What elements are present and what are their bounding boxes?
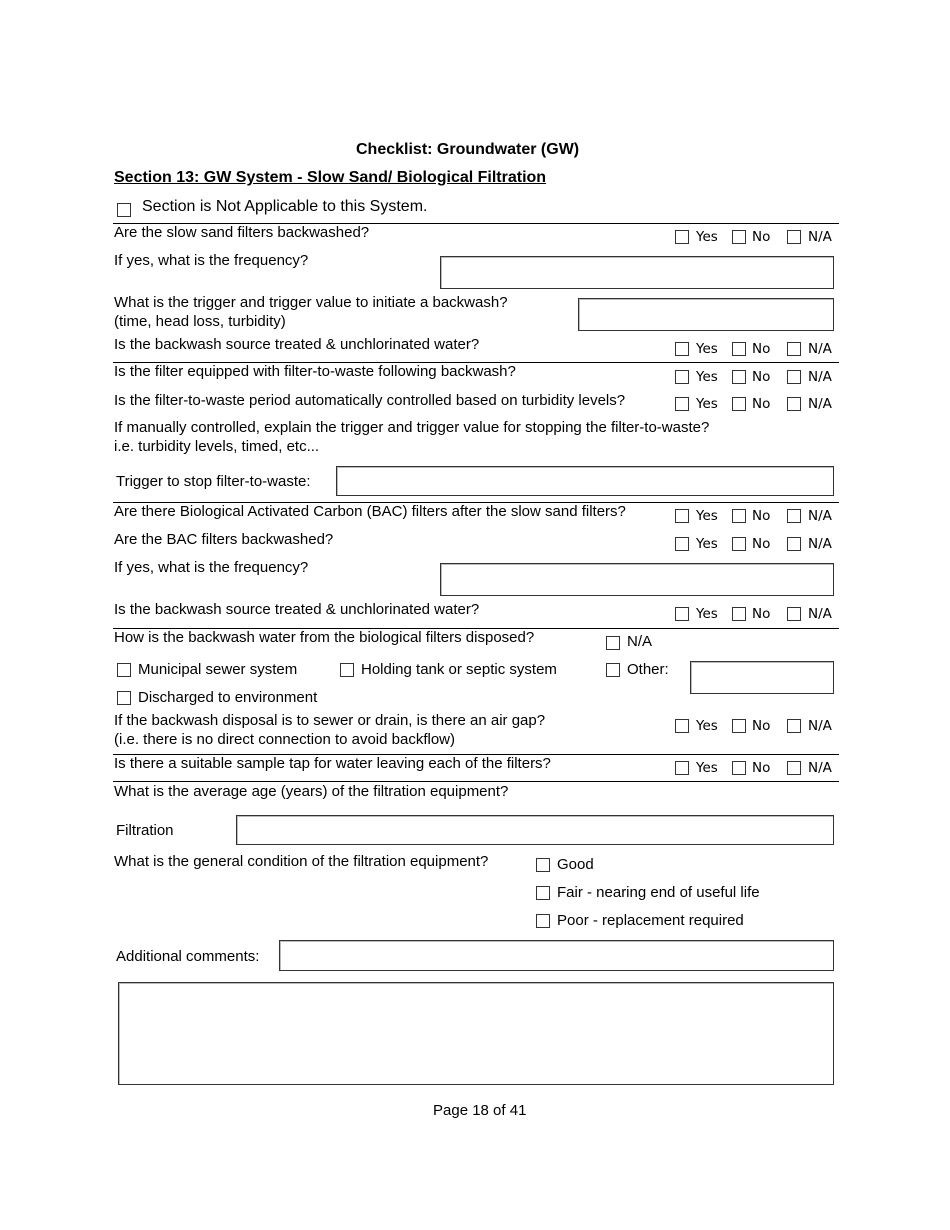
question-equipment-age: What is the average age (years) of the filtration equipment?	[114, 783, 509, 800]
no-checkbox[interactable]	[732, 509, 746, 523]
yes-no-na-group	[675, 341, 835, 357]
yes-no-na-group	[675, 606, 835, 622]
bac-frequency-input[interactable]	[440, 563, 834, 596]
na-label: N/A	[808, 229, 832, 245]
condition-good-checkbox[interactable]	[536, 858, 550, 872]
question-backwash-disposal: How is the backwash water from the biological filters disposed?	[114, 629, 535, 646]
comments-textarea[interactable]	[118, 982, 834, 1085]
filtration-age-label: Filtration	[116, 822, 174, 839]
question-backwashed: Are the slow sand filters backwashed?	[114, 224, 370, 241]
yes-checkbox[interactable]	[675, 537, 689, 551]
not-applicable-checkbox[interactable]	[117, 203, 131, 217]
na-checkbox[interactable]	[787, 509, 801, 523]
na-checkbox[interactable]	[787, 719, 801, 733]
na-checkbox[interactable]	[787, 537, 801, 551]
question-frequency: If yes, what is the frequency?	[114, 252, 309, 269]
yes-no-na-group	[675, 508, 835, 524]
municipal-sewer-label: Municipal sewer system	[138, 661, 298, 678]
na-label: N/A	[808, 508, 832, 524]
yes-checkbox[interactable]	[675, 397, 689, 411]
question-air-gap-line2: (i.e. there is no direct connection to avoid backflow)	[114, 731, 456, 748]
question-filter-to-waste: Is the filter equipped with filter-to-waste following backwash?	[114, 363, 516, 380]
condition-fair-label: Fair - nearing end of useful life	[557, 884, 760, 901]
yes-label: Yes	[696, 341, 718, 357]
disposal-na-checkbox[interactable]	[606, 636, 620, 650]
yes-label: Yes	[696, 536, 718, 552]
trigger-input[interactable]	[578, 298, 834, 331]
yes-checkbox[interactable]	[675, 342, 689, 356]
question-bac-frequency: If yes, what is the frequency?	[114, 559, 309, 576]
na-label: N/A	[808, 606, 832, 622]
no-checkbox[interactable]	[732, 230, 746, 244]
yes-checkbox[interactable]	[675, 761, 689, 775]
na-label: N/A	[808, 536, 832, 552]
no-checkbox[interactable]	[732, 719, 746, 733]
na-label: N/A	[808, 718, 832, 734]
na-checkbox[interactable]	[787, 607, 801, 621]
other-input[interactable]	[690, 661, 834, 694]
no-label: No	[752, 229, 771, 245]
yes-no-na-group	[675, 760, 835, 776]
yes-label: Yes	[696, 508, 718, 524]
yes-label: Yes	[696, 396, 718, 412]
na-checkbox[interactable]	[787, 370, 801, 384]
question-bac-backwashed: Are the BAC filters backwashed?	[114, 531, 334, 548]
na-checkbox[interactable]	[787, 230, 801, 244]
no-checkbox[interactable]	[732, 397, 746, 411]
municipal-sewer-checkbox[interactable]	[117, 663, 131, 677]
other-label: Other:	[627, 661, 669, 678]
yes-label: Yes	[696, 760, 718, 776]
additional-comments-input[interactable]	[279, 940, 834, 971]
yes-no-na-group	[675, 536, 835, 552]
no-checkbox[interactable]	[732, 761, 746, 775]
yes-checkbox[interactable]	[675, 230, 689, 244]
document-title: Checklist: Groundwater (GW)	[356, 141, 580, 158]
na-label: N/A	[808, 341, 832, 357]
question-bac-backwash-source: Is the backwash source treated & unchlorinated water?	[114, 601, 480, 618]
question-sample-tap: Is there a suitable sample tap for water leaving each of the filters?	[114, 755, 551, 772]
discharged-environment-checkbox[interactable]	[117, 691, 131, 705]
no-checkbox[interactable]	[732, 607, 746, 621]
row-divider	[113, 781, 839, 782]
na-label: N/A	[808, 760, 832, 776]
frequency-input[interactable]	[440, 256, 834, 289]
disposal-na-label: N/A	[627, 633, 653, 650]
no-label: No	[752, 508, 771, 524]
no-checkbox[interactable]	[732, 342, 746, 356]
yes-label: Yes	[696, 718, 718, 734]
holding-tank-checkbox[interactable]	[340, 663, 354, 677]
question-air-gap-line1: If the backwash disposal is to sewer or drain, is there an air gap?	[114, 712, 546, 729]
na-checkbox[interactable]	[787, 397, 801, 411]
na-label: N/A	[808, 369, 832, 385]
question-backwash-source: Is the backwash source treated & unchlorinated water?	[114, 336, 480, 353]
no-checkbox[interactable]	[732, 370, 746, 384]
no-label: No	[752, 718, 771, 734]
question-trigger-line1: What is the trigger and trigger value to initiate a backwash?	[114, 294, 508, 311]
no-checkbox[interactable]	[732, 537, 746, 551]
no-label: No	[752, 760, 771, 776]
additional-comments-label: Additional comments:	[116, 948, 260, 965]
filtration-age-input[interactable]	[236, 815, 834, 845]
trigger-stop-label: Trigger to stop filter-to-waste:	[116, 473, 311, 490]
yes-checkbox[interactable]	[675, 370, 689, 384]
condition-good-label: Good	[557, 856, 594, 873]
page-number: Page 18 of 41	[433, 1102, 527, 1119]
question-trigger-line2: (time, head loss, turbidity)	[114, 313, 286, 330]
no-label: No	[752, 396, 771, 412]
holding-tank-label: Holding tank or septic system	[361, 661, 557, 678]
question-auto-controlled: Is the filter-to-waste period automatically controlled based on turbidity levels?	[114, 392, 626, 409]
question-bac-filters: Are there Biological Activated Carbon (BAC) filters after the slow sand filters?	[114, 503, 626, 520]
yes-label: Yes	[696, 369, 718, 385]
yes-no-na-group	[675, 229, 835, 245]
other-checkbox[interactable]	[606, 663, 620, 677]
no-label: No	[752, 341, 771, 357]
yes-no-na-group	[675, 718, 835, 734]
yes-checkbox[interactable]	[675, 719, 689, 733]
condition-fair-checkbox[interactable]	[536, 886, 550, 900]
yes-no-na-group	[675, 369, 835, 385]
condition-poor-label: Poor - replacement required	[557, 912, 744, 929]
condition-poor-checkbox[interactable]	[536, 914, 550, 928]
yes-no-na-group	[675, 396, 835, 412]
no-label: No	[752, 606, 771, 622]
yes-checkbox[interactable]	[675, 509, 689, 523]
question-equipment-condition: What is the general condition of the filtration equipment?	[114, 853, 489, 870]
question-manual-control-line2: i.e. turbidity levels, timed, etc...	[114, 438, 320, 455]
trigger-stop-input[interactable]	[336, 466, 834, 496]
yes-label: Yes	[696, 229, 718, 245]
section-title: Section 13: GW System - Slow Sand/ Biological Filtration	[114, 169, 547, 186]
discharged-environment-label: Discharged to environment	[138, 689, 318, 706]
yes-label: Yes	[696, 606, 718, 622]
yes-checkbox[interactable]	[675, 607, 689, 621]
na-label: N/A	[808, 396, 832, 412]
na-checkbox[interactable]	[787, 342, 801, 356]
no-label: No	[752, 536, 771, 552]
na-checkbox[interactable]	[787, 761, 801, 775]
not-applicable-label: Section is Not Applicable to this System.	[142, 198, 428, 215]
no-label: No	[752, 369, 771, 385]
question-manual-control-line1: If manually controlled, explain the trigger and trigger value for stopping the filter-to-waste?	[114, 419, 710, 436]
